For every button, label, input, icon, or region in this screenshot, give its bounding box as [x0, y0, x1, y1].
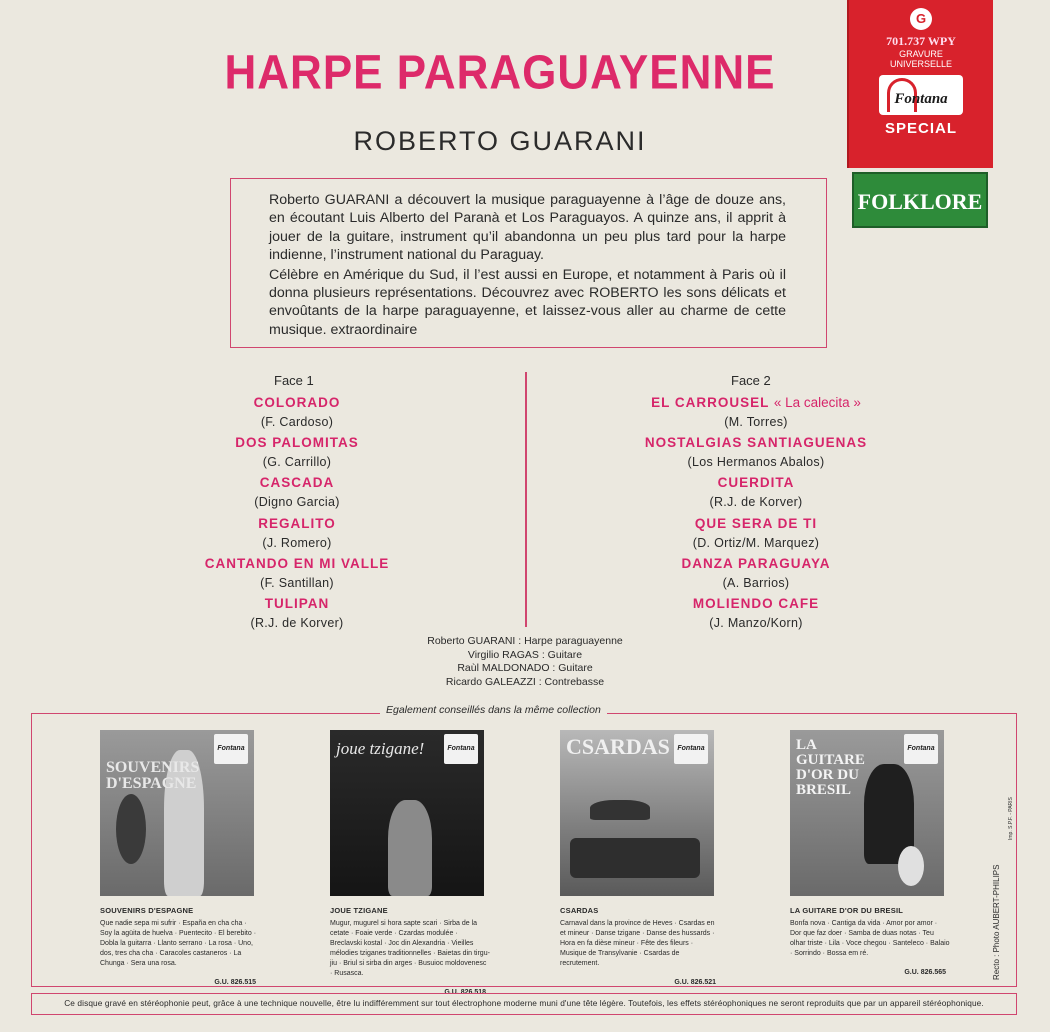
track-subtitle: « La calecita » — [773, 395, 861, 410]
credit-line: Roberto GUARANI : Harpe paraguayenne — [427, 635, 623, 647]
guitar-shape — [116, 794, 146, 864]
track-title — [596, 393, 916, 413]
album-code: G.U. 826.521 — [674, 979, 716, 986]
also-recommended-heading: Egalement conseillés dans la même collection — [380, 704, 607, 716]
track-composer: (R.J. de Korver) — [709, 495, 803, 510]
violinist-figure — [388, 800, 432, 896]
track-title: CUERDITA — [717, 475, 795, 491]
track-title: TULIPAN — [264, 595, 330, 611]
face-1-tracklist — [137, 393, 457, 634]
credit-line: Virgilio RAGAS : Guitare — [467, 648, 583, 661]
album-card — [330, 730, 490, 996]
intro-paragraph-2: Célèbre en Amérique du Sud, il l’est aussi en Europe, et notamment à Paris où il donna plusieurs représentations. Découvrez avec ROBERTO les sons délicats et envoûtants de la harpe paraguayenne, et laissez-vous aller au charme de cette musique. extraordinaire — [269, 266, 786, 338]
track-composer: (Los Hermanos Abalos) — [687, 455, 825, 470]
album-name: CSARDAS — [560, 906, 599, 915]
fontana-logo: Fontana — [904, 734, 938, 764]
credit-line: Raùl MALDONADO : Guitare — [457, 662, 593, 674]
photo-credit-text: Recto : Photo AUBERT-PHILIPS — [992, 864, 1001, 980]
photo-credit — [992, 780, 1006, 980]
track-composer: (M. Torres) — [724, 415, 788, 429]
track-composer: (R.J. de Korver) — [250, 615, 344, 630]
track-item — [596, 594, 916, 634]
track-title: CANTANDO EN MI VALLE — [204, 555, 390, 571]
face-1-label: Face 1 — [274, 373, 314, 388]
engraving-line2: UNIVERSELLE — [889, 59, 953, 69]
album-tracks: Carnaval dans la province de Heves · Csardas en et mineur · Danse tzigane · Danse des hussards · Hora en fa dièse mineur · Fête des fileurs · Musique de Transylvanie · Csardas de recrutement. — [560, 920, 715, 967]
track-title: DANZA PARAGUAYA — [681, 555, 831, 571]
intro-text-box — [230, 178, 827, 348]
track-item — [137, 433, 457, 473]
gravure-g-icon: G — [910, 8, 932, 30]
track-item — [596, 433, 916, 473]
engraving-line1: GRAVURE — [899, 49, 943, 59]
album-cover — [790, 730, 944, 896]
album-tracks: Bonfa nova · Cantiga da vida · Amor por amor · Dor que faz doer · Samba de duas notas · Teu olhar triste · Lila · Voce chegou · Santeleco · Balaio · Sorrindo · Bossa em ré. — [790, 920, 950, 957]
track-item — [596, 554, 916, 594]
track-composer: (F. Cardoso) — [260, 415, 334, 429]
track-composer: (G. Carrillo) — [262, 455, 332, 470]
fontana-logo: Fontana — [444, 734, 478, 764]
album-card — [100, 730, 260, 986]
fontana-logo: Fontana — [674, 734, 708, 764]
intro-paragraph-1: Roberto GUARANI a découvert la musique paraguayenne à l’âge de douze ans, en écoutant Luis Alberto del Paranà et Los Paraguayos. A quinze ans, il apprit à jouer de la guitare, instrument qu’il abandonna un peu plus tard pour la harpe indienne, l’instrument national du Paraguay. — [269, 192, 786, 264]
face-2-tracklist — [596, 393, 916, 634]
series-label: SPECIAL — [884, 120, 957, 137]
cover-title: CSARDAS — [566, 734, 670, 759]
track-title: QUE SERA DE TI — [694, 515, 818, 531]
fontana-logo-text: Fontana — [894, 91, 948, 107]
track-composer: (J. Manzo/Korn) — [709, 615, 803, 630]
guitar-shape — [898, 846, 924, 886]
album-cover — [330, 730, 484, 896]
album-code: G.U. 826.515 — [214, 979, 256, 986]
genre-badge: FOLKLORE — [852, 172, 988, 228]
track-item — [137, 554, 457, 594]
album-name: LA GUITARE D'OR DU BRESIL — [790, 906, 904, 915]
track-title: DOS PALOMITAS — [235, 435, 359, 451]
performer-credits — [375, 635, 675, 689]
credit-line: Ricardo GALEAZZI : Contrebasse — [445, 675, 605, 688]
track-item — [137, 393, 457, 433]
track-item — [137, 514, 457, 554]
dance-troupe-figure — [570, 838, 700, 878]
track-item — [137, 594, 457, 634]
stereo-notice: Ce disque gravé en stéréophonie peut, grâce à une technique nouvelle, être lu indifféremment sur tout électrophone moderne muni d'une tête légère. Toutefois, les effets stéréophoniques ne seront reproduits que par un appareil stéréophonique. — [31, 993, 1017, 1015]
catalog-number: 701.737 WPY — [886, 34, 956, 48]
track-composer: (J. Romero) — [262, 535, 332, 550]
album-card — [790, 730, 950, 976]
album-name: SOUVENIRS D'ESPAGNE — [100, 906, 194, 915]
album-code: G.U. 826.518 — [444, 989, 486, 996]
album-tracks: Que nadie sepa mi sufrir · España en cha cha · Soy la agüita de huelva · Puentecito · El berebito · Dobla la guitarra · Llanto serrano · La rosa · Uno, dos, tres cha cha · Caracoles castaneros · La Chunga · Sera una rosa. — [100, 920, 257, 967]
track-composer: (Digno Garcia) — [254, 495, 340, 510]
track-title: COLORADO — [253, 395, 341, 410]
album-cover — [560, 730, 714, 896]
track-item — [596, 514, 916, 554]
track-title: REGALITO — [258, 515, 336, 531]
artist-name: ROBERTO GUARANI — [353, 126, 647, 156]
album-cover — [100, 730, 254, 896]
album-tracks: Mugur, mugurel si hora sapte scari · Sirba de la cetate · Foaie verde · Czardas modulée · Breclavski kostal · Joc din Alexandria · Vieilles mélodies tziganes traditionnelles · Baietas din tirgu-jiu · Briul si sirba din arges · Busuioc moldovenesc · Rusasca. — [330, 920, 490, 977]
track-item — [596, 393, 916, 433]
fontana-logo: Fontana — [214, 734, 248, 764]
label-badge — [847, 0, 993, 168]
track-title: NOSTALGIAS SANTIAGUENAS — [644, 435, 868, 451]
track-title: MOLIENDO CAFE — [692, 595, 820, 611]
cover-title: SOUVENIRS D'ESPAGNE — [106, 759, 200, 792]
track-title: CASCADA — [259, 475, 335, 491]
imprint — [1008, 780, 1018, 840]
album-name: JOUE TZIGANE — [330, 906, 388, 915]
album-title: HARPE PARAGUAYENNE — [224, 45, 776, 100]
track-item — [596, 473, 916, 513]
track-composer: (D. Ortiz/M. Marquez) — [692, 535, 820, 550]
track-title-text: EL CARROUSEL — [651, 395, 770, 410]
album-card — [560, 730, 720, 986]
track-composer: (F. Santillan) — [260, 575, 334, 590]
track-composer: (A. Barrios) — [722, 575, 790, 590]
cover-title: LA GUITARE D'OR DU BRESIL — [796, 737, 865, 798]
album-code: G.U. 826.565 — [904, 969, 946, 976]
cover-title: joue tzigane! — [336, 739, 425, 758]
track-item — [137, 473, 457, 513]
tracklist-divider — [525, 372, 527, 627]
fontana-logo — [879, 75, 963, 115]
face-2-label: Face 2 — [731, 373, 771, 388]
leaping-dancer-figure — [590, 800, 650, 820]
imprint-text: Imp. S.P.F. - PARIS — [1008, 797, 1014, 840]
